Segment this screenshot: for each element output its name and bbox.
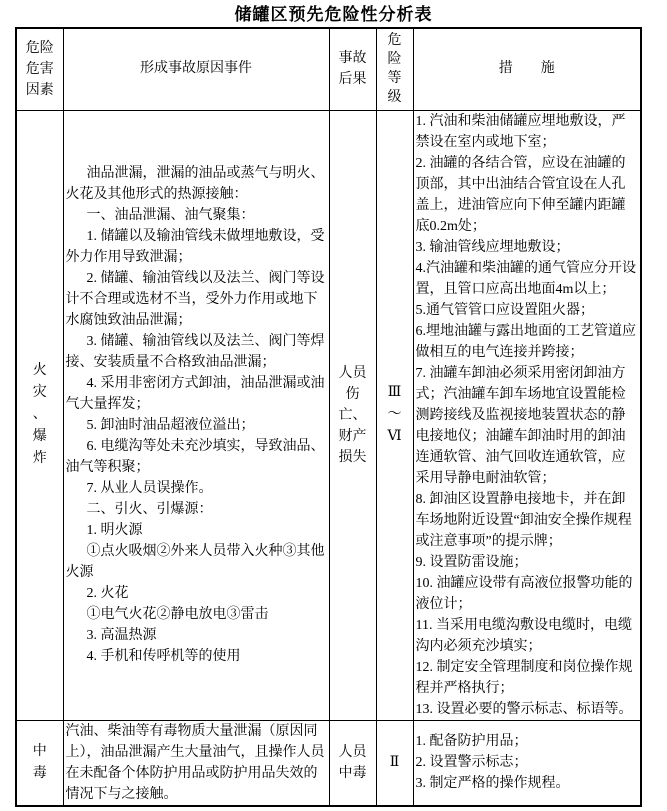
- measure-item: 9. 设置防雷设施；: [415, 554, 528, 570]
- measure-item: 1. 汽油和柴油储罐应埋地敷设，严禁设在室内或地下室；: [415, 113, 626, 150]
- measure-item: 5.通气管管口应设置阻火器；: [415, 302, 594, 318]
- consequence-text: 人员伤亡、财产损失: [338, 365, 367, 465]
- cause-paragraph: 5. 卸油时油品超液位溢出；: [86, 418, 255, 433]
- measure-item: 8. 卸油区设置静电接地卡，并在卸车场地附近设置“卸油安全操作规程或注意事项”的提示牌；: [415, 491, 632, 549]
- cause-paragraph: 3. 高温热源: [86, 628, 157, 643]
- factor-cell: [16, 110, 63, 720]
- cause-paragraph: 7. 从业人员误操作。: [86, 481, 213, 496]
- cause-paragraph: 1. 储罐以及输油管线未做埋地敷设，受外力作用导致泄漏；: [65, 229, 325, 265]
- consequence-cell: [329, 110, 376, 720]
- consequence-text: 人员中毒: [338, 744, 367, 781]
- table-row-fire-explosion: [16, 110, 641, 720]
- measures-cell: [413, 720, 641, 806]
- factor-text: 火灾、爆炸: [32, 363, 47, 466]
- measure-item: 2. 油罐的各结合管，应设在油罐的顶部，其中出油结合管宜设在人孔盖上，进油管应向下伸至罐内距罐底0.2m处；: [415, 155, 626, 234]
- table-header-row: [16, 28, 641, 110]
- factor-cell: [16, 720, 63, 806]
- measures-cell: [413, 110, 641, 720]
- cause-paragraph: 4. 手机和传呼机等的使用: [86, 649, 241, 664]
- consequence-cell: [329, 720, 376, 806]
- cause-paragraph: 2. 火花: [86, 586, 129, 601]
- measure-item: 6.埋地油罐与露出地面的工艺管道应做相互的电气连接并跨接；: [415, 323, 636, 360]
- cause-paragraph: 2. 储罐、输油管线以及法兰、阀门等设计不合理或选材不当，受外力作用或地下水腐蚀致油品泄漏；: [65, 271, 325, 328]
- header-cell-factor: [16, 28, 63, 110]
- header-level-label: 危险等级: [387, 33, 402, 106]
- cause-paragraph: 油品泄漏，泄漏的油品或蒸气与明火、火花及其他形式的热源接触：: [65, 166, 325, 202]
- cause-paragraph: ①点火吸烟②外来人员带入火种③其他火源: [65, 544, 325, 580]
- header-measures-label: 措 施: [498, 61, 555, 77]
- header-factor-label: 危险危害因素: [25, 40, 54, 98]
- measure-item: 11. 当采用电缆沟敷设电缆时，电缆沟内必须充沙填实；: [415, 617, 632, 654]
- measure-item: 3. 制定严格的操作规程。: [415, 776, 570, 791]
- measure-item: 13. 设置必要的警示标志、标语等。: [415, 701, 633, 717]
- header-cell-level: [376, 28, 413, 110]
- cause-paragraph: 4. 采用非密闭方式卸油，油品泄漏或油气大量挥发；: [65, 376, 325, 412]
- table-row-poisoning: [16, 720, 641, 806]
- header-cell-measures: [413, 28, 641, 110]
- level-text: Ⅲ～Ⅵ: [387, 385, 402, 444]
- measure-item: 10. 油罐应设带有高液位报警功能的液位计；: [415, 575, 633, 612]
- level-cell: [376, 110, 413, 720]
- cause-cell: [63, 110, 329, 720]
- factor-text: 中毒: [32, 743, 47, 781]
- page-title: 储罐区预先危险性分析表: [234, 5, 433, 24]
- cause-paragraph: 3. 储罐、输油管线以及法兰、阀门等焊接、安装质量不合格致油品泄漏；: [65, 334, 325, 370]
- header-consequence-label: 事故后果: [338, 51, 367, 88]
- header-cell-cause: [63, 28, 329, 110]
- header-cause-label: 形成事故原因事件: [140, 61, 252, 77]
- cause-paragraph: 汽油、柴油等有毒物质大量泄漏（原因同上），油品泄漏产生大量油气，且操作人员在未配备个体防护用品或防护用品失效的情况下与之接触。: [65, 723, 325, 802]
- measure-item: 12. 制定安全管理制度和岗位操作规程并严格执行；: [415, 659, 633, 696]
- cause-paragraph: 1. 明火源: [86, 523, 143, 538]
- measure-item: 7. 油罐车卸油必须采用密闭卸油方式；汽油罐车卸车场地宜设置能检测跨接线及监视接地装置状态的静电接地仪；油罐车卸油时用的卸油连通软管、油气回收连通软管，应采用导静电耐油软管；: [415, 365, 626, 486]
- measure-item: 4.汽油罐和柴油罐的通气管应分开设置，且管口应高出地面4m以上；: [415, 260, 636, 297]
- measure-item: 3. 输油管线应埋地敷设；: [415, 239, 570, 255]
- level-text: Ⅱ: [389, 755, 400, 770]
- cause-paragraph: 二、引火、引爆源：: [86, 502, 213, 517]
- level-cell: [376, 720, 413, 806]
- measure-item: 1. 配备防护用品；: [415, 734, 528, 749]
- cause-cell: [63, 720, 329, 806]
- hazard-analysis-table: [15, 27, 642, 807]
- cause-paragraph: 一、油品泄漏、油气聚集：: [86, 208, 255, 223]
- header-cell-consequence: [329, 28, 376, 110]
- measure-item: 2. 设置警示标志；: [415, 755, 528, 770]
- cause-paragraph: ①电气火花②静电放电③雷击: [86, 607, 269, 622]
- cause-paragraph: 6. 电缆沟等处未充沙填实，导致油品、油气等积聚；: [65, 439, 325, 475]
